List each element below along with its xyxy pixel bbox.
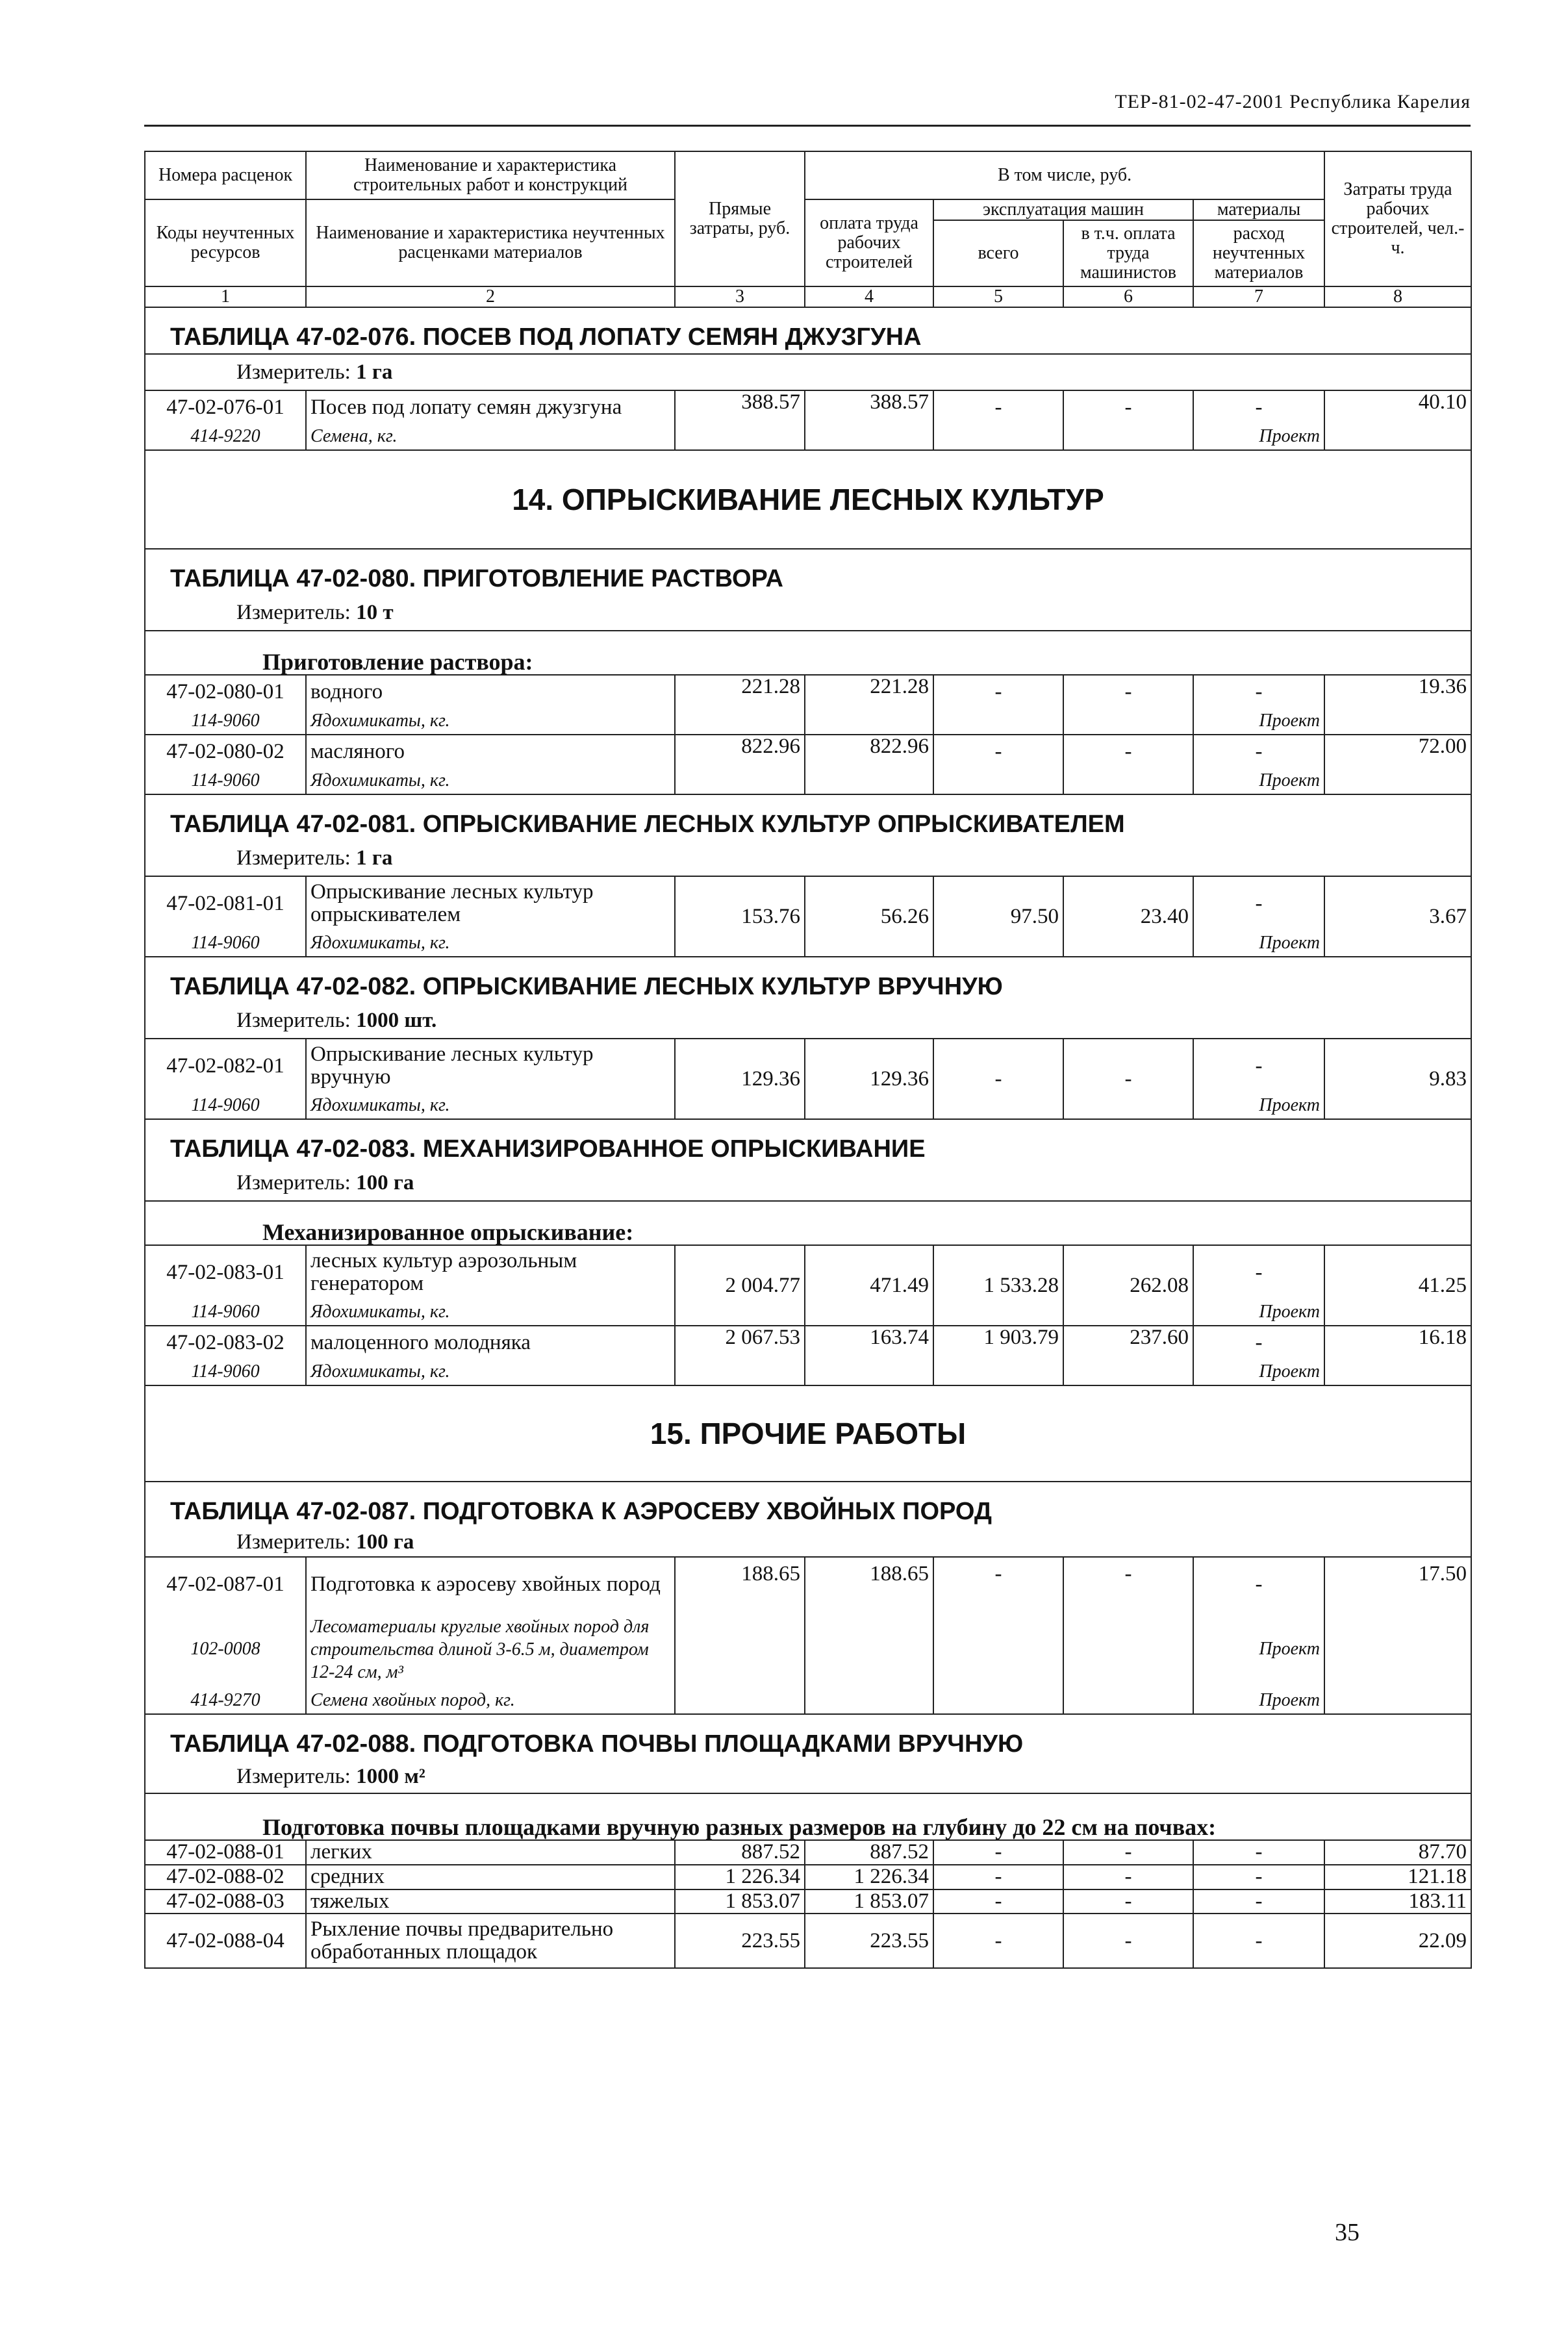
col-number: 8 — [1324, 286, 1471, 307]
material-cost: - — [1193, 390, 1324, 423]
rate-code: 47-02-088-04 — [145, 1914, 306, 1968]
material-cost: - — [1193, 735, 1324, 768]
labor-cost: 56.26 — [805, 876, 933, 957]
material-name: Ядохимикаты, кг. — [306, 1359, 675, 1385]
labor-hours: 17.50 — [1324, 1557, 1471, 1714]
machine-cost: 1 533.28 — [933, 1245, 1063, 1326]
material-cost: - — [1193, 876, 1324, 930]
labor-cost: 822.96 — [805, 735, 933, 794]
material-note: Проект — [1193, 1299, 1324, 1326]
rate-code: 47-02-088-02 — [145, 1865, 306, 1889]
material-name: Семена хвойных пород, кг. — [306, 1687, 675, 1714]
table-title: ТАБЛИЦА 47-02-080. ПРИГОТОВЛЕНИЕ РАСТВОРА — [145, 549, 1471, 595]
machine-cost: - — [933, 1914, 1063, 1968]
table-title: ТАБЛИЦА 47-02-087. ПОДГОТОВКА К АЭРОСЕВУ ХВОЙНЫХ ПОРОД — [145, 1482, 1471, 1528]
direct-cost: 129.36 — [675, 1039, 805, 1119]
machine-cost: - — [933, 675, 1063, 708]
table-row — [145, 1840, 1471, 1865]
labor-hours: 22.09 — [1324, 1914, 1471, 1968]
col-header-machines: эксплуатация машин — [933, 199, 1193, 220]
table-row — [145, 1865, 1471, 1889]
rate-code: 47-02-083-01 — [145, 1245, 306, 1299]
material-name: Семена, кг. — [306, 423, 675, 450]
col-header-incl: В том числе, руб. — [805, 151, 1324, 199]
machine-cost: - — [933, 1840, 1063, 1865]
rate-code: 47-02-080-01 — [145, 675, 306, 708]
resource-code: 114-9060 — [145, 1093, 306, 1119]
resource-code: 414-9270 — [145, 1687, 306, 1714]
direct-cost: 223.55 — [675, 1914, 805, 1968]
col-header-name-works: Наименование и характеристика строительных работ и конструкций — [306, 151, 675, 199]
direct-cost: 188.65 — [675, 1557, 805, 1714]
material-cost: - — [1193, 1245, 1324, 1299]
group-heading: Подготовка почвы площадками вручную разных размеров на глубину до 22 см на почвах: — [145, 1793, 1471, 1840]
material-cost: - — [1193, 1865, 1324, 1889]
resource-code: 114-9060 — [145, 768, 306, 794]
section-title: 14. ОПРЫСКИВАНИЕ ЛЕСНЫХ КУЛЬТУР — [145, 450, 1471, 549]
rate-name: Опрыскивание лесных культур вручную — [306, 1039, 675, 1093]
material-cost: - — [1193, 1914, 1324, 1968]
col-header-materials: материалы — [1193, 199, 1324, 220]
labor-cost: 223.55 — [805, 1914, 933, 1968]
material-note: Проект — [1193, 708, 1324, 735]
direct-cost: 2 067.53 — [675, 1326, 805, 1385]
direct-cost: 887.52 — [675, 1840, 805, 1865]
labor-cost: 388.57 — [805, 390, 933, 450]
labor-cost: 471.49 — [805, 1245, 933, 1326]
direct-cost: 153.76 — [675, 876, 805, 957]
col-header-total: всего — [933, 220, 1063, 286]
unit-row: Измеритель: 1 га — [145, 354, 1471, 390]
rates-table — [144, 151, 1472, 1969]
material-cost: - — [1193, 1326, 1324, 1359]
header-row-2 — [145, 199, 1471, 220]
labor-hours: 3.67 — [1324, 876, 1471, 957]
labor-hours: 16.18 — [1324, 1326, 1471, 1385]
machine-labor-cost: - — [1063, 1889, 1193, 1914]
machine-labor-cost: - — [1063, 1865, 1193, 1889]
machine-labor-cost: - — [1063, 735, 1193, 768]
table-title: ТАБЛИЦА 47-02-076. ПОСЕВ ПОД ЛОПАТУ СЕМЯН ДЖУЗГУНА — [145, 307, 1471, 354]
rate-name: Посев под лопату семян джузгуна — [306, 390, 675, 423]
direct-cost: 221.28 — [675, 675, 805, 735]
unit-row: Измеритель: 10 т — [145, 595, 1471, 631]
unit-row: Измеритель: 1000 шт. — [145, 1003, 1471, 1039]
labor-cost: 221.28 — [805, 675, 933, 735]
col-number: 4 — [805, 286, 933, 307]
table-title: ТАБЛИЦА 47-02-088. ПОДГОТОВКА ПОЧВЫ ПЛОЩАДКАМИ ВРУЧНУЮ — [145, 1714, 1471, 1760]
material-cost: - — [1193, 1840, 1324, 1865]
labor-cost: 129.36 — [805, 1039, 933, 1119]
table-row — [145, 1557, 1471, 1611]
section-title: 15. ПРОЧИЕ РАБОТЫ — [145, 1385, 1471, 1482]
table-row — [145, 675, 1471, 708]
col-header-incl-labor: в т.ч. оплата труда машинистов — [1063, 220, 1193, 286]
material-note: Проект — [1193, 423, 1324, 450]
direct-cost: 822.96 — [675, 735, 805, 794]
table-row — [145, 876, 1471, 930]
resource-code: 114-9060 — [145, 708, 306, 735]
rate-code: 47-02-081-01 — [145, 876, 306, 930]
col-header-labor: оплата труда рабочих строителей — [805, 199, 933, 286]
material-cost: - — [1193, 1039, 1324, 1093]
group-heading: Приготовление раствора: — [145, 631, 1471, 675]
material-name: Ядохимикаты, кг. — [306, 708, 675, 735]
material-note: Проект — [1193, 1359, 1324, 1385]
material-note: Проект — [1193, 1093, 1324, 1119]
material-note: Проект — [1193, 1687, 1324, 1714]
table-row — [145, 735, 1471, 768]
labor-hours: 19.36 — [1324, 675, 1471, 735]
rate-name: Опрыскивание лесных культур опрыскивателем — [306, 876, 675, 930]
machine-cost: - — [933, 1039, 1063, 1119]
machine-labor-cost: 262.08 — [1063, 1245, 1193, 1326]
machine-cost: - — [933, 390, 1063, 423]
col-header-unaccounted: расход неучтенных материалов — [1193, 220, 1324, 286]
col-number: 2 — [306, 286, 675, 307]
rate-code: 47-02-080-02 — [145, 735, 306, 768]
col-header-labor-costs: Затраты труда рабочих строителей, чел.-ч. — [1324, 151, 1471, 286]
resource-code: 414-9220 — [145, 423, 306, 450]
material-name: Ядохимикаты, кг. — [306, 1299, 675, 1326]
machine-labor-cost: - — [1063, 1914, 1193, 1968]
rate-name: легких — [306, 1840, 675, 1865]
unit-row: Измеритель: 100 га — [145, 1165, 1471, 1201]
labor-cost: 887.52 — [805, 1840, 933, 1865]
table-row — [145, 1889, 1471, 1914]
machine-labor-cost: 237.60 — [1063, 1326, 1193, 1385]
col-number: 5 — [933, 286, 1063, 307]
col-header-name-mats: Наименование и характеристика неучтенных расценками материалов — [306, 199, 675, 286]
resource-code: 114-9060 — [145, 930, 306, 957]
table-row — [145, 1039, 1471, 1093]
labor-cost: 1 226.34 — [805, 1865, 933, 1889]
table-title: ТАБЛИЦА 47-02-083. МЕХАНИЗИРОВАННОЕ ОПРЫСКИВАНИЕ — [145, 1119, 1471, 1165]
rate-name: водного — [306, 675, 675, 708]
labor-hours: 183.11 — [1324, 1889, 1471, 1914]
rate-code: 47-02-087-01 — [145, 1557, 306, 1611]
material-note: Проект — [1193, 768, 1324, 794]
resource-code: 114-9060 — [145, 1299, 306, 1326]
rate-name: Подготовка к аэросеву хвойных пород — [306, 1557, 675, 1611]
header-numbers-row — [145, 286, 1471, 307]
col-header-num-rates: Номера расценок — [145, 151, 306, 199]
page-number: 35 — [1335, 2219, 1359, 2246]
col-header-direct: Прямые затраты, руб. — [675, 151, 805, 286]
rate-code: 47-02-088-01 — [145, 1840, 306, 1865]
machine-cost: - — [933, 1865, 1063, 1889]
machine-cost: - — [933, 1557, 1063, 1714]
table-row — [145, 1245, 1471, 1299]
material-note: Проект — [1193, 930, 1324, 957]
rate-name: тяжелых — [306, 1889, 675, 1914]
col-number: 6 — [1063, 286, 1193, 307]
material-name: Ядохимикаты, кг. — [306, 1093, 675, 1119]
material-cost: - — [1193, 1889, 1324, 1914]
col-header-codes-res: Коды неучтенных ресурсов — [145, 199, 306, 286]
machine-labor-cost: - — [1063, 1840, 1193, 1865]
machine-labor-cost: - — [1063, 675, 1193, 708]
labor-hours: 9.83 — [1324, 1039, 1471, 1119]
direct-cost: 1 226.34 — [675, 1865, 805, 1889]
machine-labor-cost: - — [1063, 1557, 1193, 1714]
machine-cost: - — [933, 1889, 1063, 1914]
table-row — [145, 1326, 1471, 1359]
labor-hours: 40.10 — [1324, 390, 1471, 450]
col-number: 7 — [1193, 286, 1324, 307]
table-row — [145, 1914, 1471, 1968]
rate-code: 47-02-088-03 — [145, 1889, 306, 1914]
direct-cost: 1 853.07 — [675, 1889, 805, 1914]
col-number: 3 — [675, 286, 805, 307]
table-title: ТАБЛИЦА 47-02-081. ОПРЫСКИВАНИЕ ЛЕСНЫХ КУЛЬТУР ОПРЫСКИВАТЕЛЕМ — [145, 794, 1471, 840]
labor-hours: 87.70 — [1324, 1840, 1471, 1865]
resource-code: 102-0008 — [145, 1611, 306, 1687]
machine-labor-cost: - — [1063, 390, 1193, 423]
rate-code: 47-02-083-02 — [145, 1326, 306, 1359]
material-note: Проект — [1193, 1611, 1324, 1687]
table-title: ТАБЛИЦА 47-02-082. ОПРЫСКИВАНИЕ ЛЕСНЫХ КУЛЬТУР ВРУЧНУЮ — [145, 957, 1471, 1003]
rate-name: малоценного молодняка — [306, 1326, 675, 1359]
rate-name: средних — [306, 1865, 675, 1889]
unit-row: Измеритель: 1000 м² — [145, 1760, 1471, 1793]
labor-cost: 188.65 — [805, 1557, 933, 1714]
labor-hours: 41.25 — [1324, 1245, 1471, 1326]
resource-code: 114-9060 — [145, 1359, 306, 1385]
page-header-code: ТЕР-81-02-47-2001 Республика Карелия — [1115, 91, 1471, 112]
machine-labor-cost: 23.40 — [1063, 876, 1193, 957]
machine-cost: 97.50 — [933, 876, 1063, 957]
material-name: Ядохимикаты, кг. — [306, 768, 675, 794]
labor-cost: 163.74 — [805, 1326, 933, 1385]
material-name: Лесоматериалы круглые хвойных пород для строительства длиной 3-6.5 м, диаметром 12-24 см, м³ — [306, 1611, 675, 1687]
rate-name: лесных культур аэрозольным генератором — [306, 1245, 675, 1299]
material-cost: - — [1193, 675, 1324, 708]
material-cost: - — [1193, 1557, 1324, 1611]
direct-cost: 388.57 — [675, 390, 805, 450]
unit-row: Измеритель: 100 га — [145, 1528, 1471, 1557]
rate-code: 47-02-076-01 — [145, 390, 306, 423]
unit-row: Измеритель: 1 га — [145, 840, 1471, 876]
table-row — [145, 390, 1471, 423]
group-heading: Механизированное опрыскивание: — [145, 1201, 1471, 1245]
material-name: Ядохимикаты, кг. — [306, 930, 675, 957]
rate-name: Рыхление почвы предварительно обработанных площадок — [306, 1914, 675, 1968]
labor-cost: 1 853.07 — [805, 1889, 933, 1914]
labor-hours: 121.18 — [1324, 1865, 1471, 1889]
machine-cost: - — [933, 735, 1063, 768]
machine-labor-cost: - — [1063, 1039, 1193, 1119]
direct-cost: 2 004.77 — [675, 1245, 805, 1326]
rate-name: масляного — [306, 735, 675, 768]
header-row-1 — [145, 151, 1471, 199]
machine-cost: 1 903.79 — [933, 1326, 1063, 1385]
labor-hours: 72.00 — [1324, 735, 1471, 794]
rate-code: 47-02-082-01 — [145, 1039, 306, 1093]
header-rule — [144, 125, 1471, 127]
col-number: 1 — [145, 286, 306, 307]
